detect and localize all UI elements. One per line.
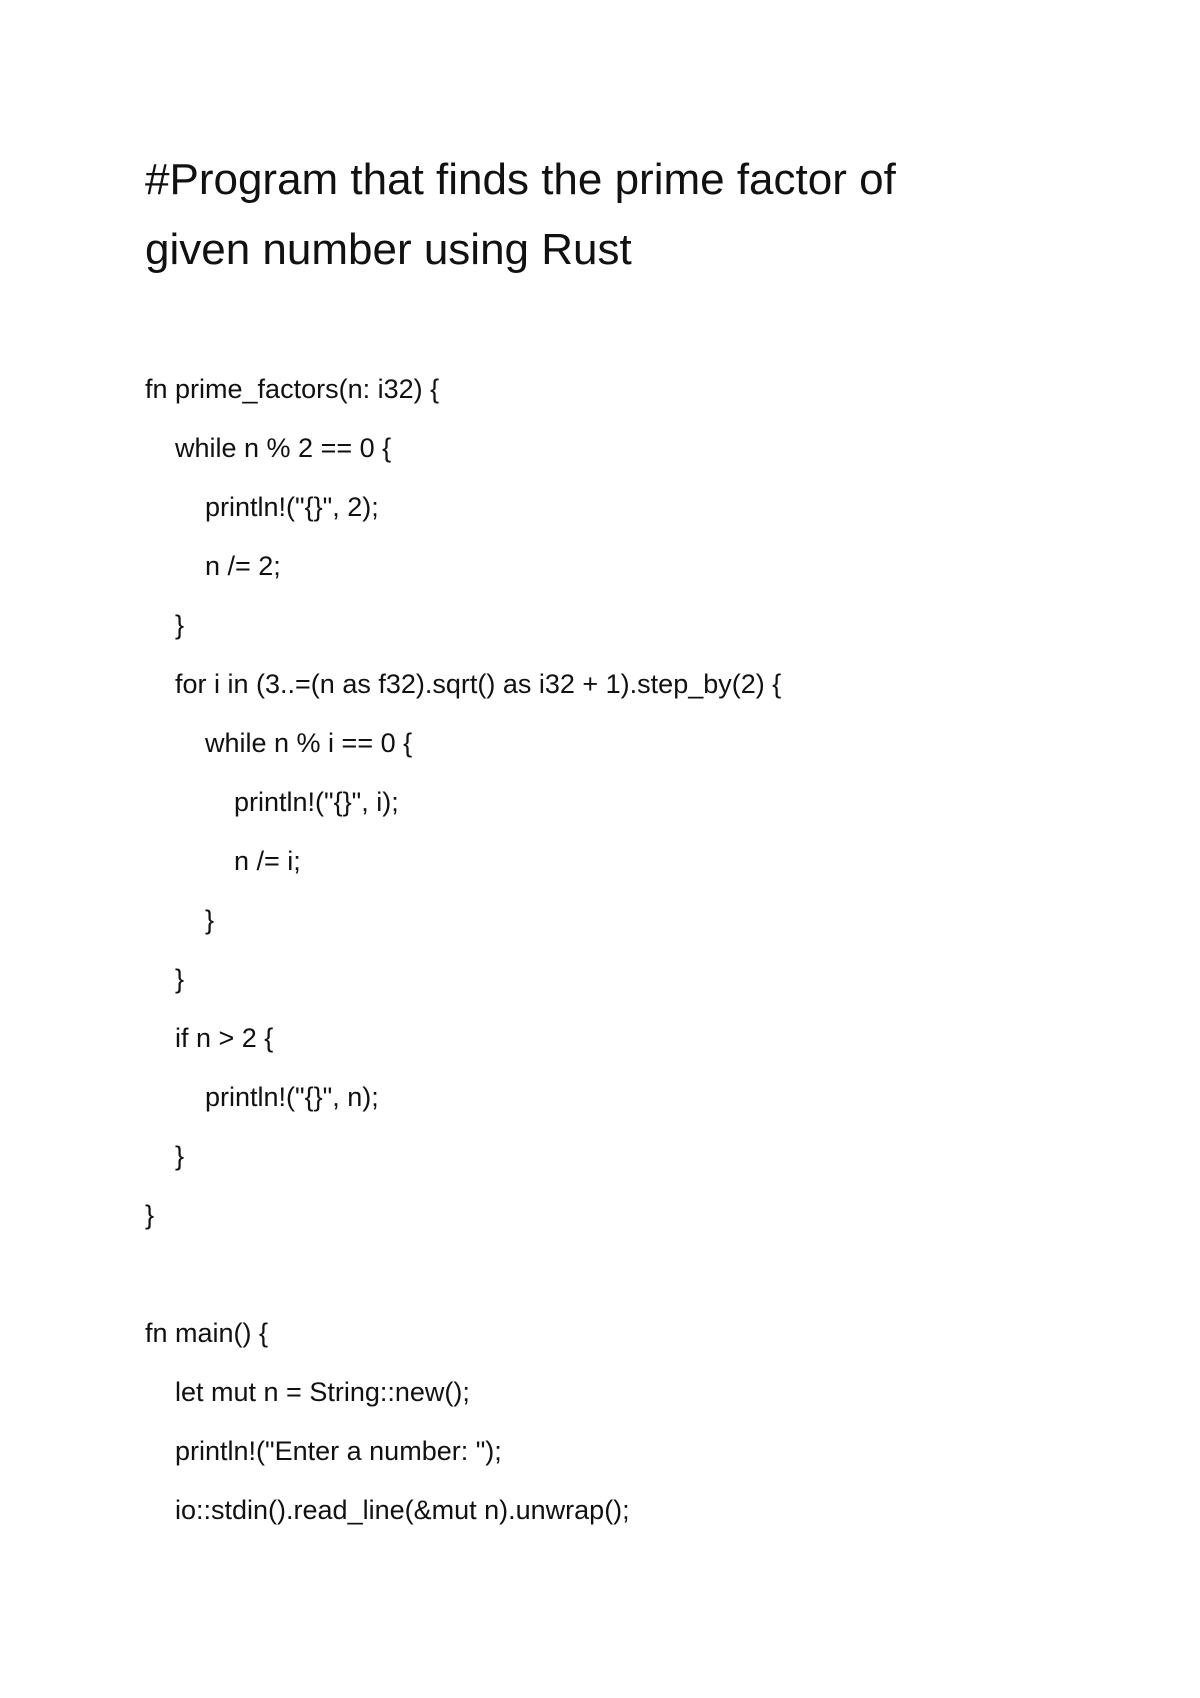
code-line: if n > 2 { bbox=[175, 1023, 274, 1053]
code-line: println!("Enter a number: "); bbox=[175, 1436, 502, 1466]
code-line: n /= 2; bbox=[205, 551, 281, 581]
code-line: println!("{}", n); bbox=[205, 1082, 379, 1112]
code-line: println!("{}", i); bbox=[234, 787, 399, 817]
code-line: for i in (3..=(n as f32).sqrt() as i32 + 1).step_by(2) { bbox=[175, 669, 782, 699]
code-line: println!("{}", 2); bbox=[205, 492, 379, 522]
blank-code-line bbox=[145, 1245, 781, 1304]
code-line: } bbox=[145, 1200, 155, 1230]
code-line: let mut n = String::new(); bbox=[175, 1377, 470, 1407]
code-line: n /= i; bbox=[234, 846, 301, 876]
document-title bbox=[145, 145, 1045, 285]
code-line: io::stdin().read_line(&mut n).unwrap(); bbox=[175, 1495, 630, 1525]
title-line-1: #Program that finds the prime factor of bbox=[145, 155, 896, 204]
code-line: fn prime_factors(n: i32) { bbox=[145, 374, 440, 404]
code-line: } bbox=[205, 905, 215, 935]
code-block bbox=[145, 360, 781, 1540]
code-line: while n % 2 == 0 { bbox=[175, 433, 392, 463]
code-line: fn main() { bbox=[145, 1318, 269, 1348]
code-line: } bbox=[175, 964, 185, 994]
title-line-2: given number using Rust bbox=[145, 225, 632, 274]
code-line: } bbox=[175, 1141, 185, 1171]
code-line: } bbox=[175, 610, 185, 640]
code-line: while n % i == 0 { bbox=[205, 728, 413, 758]
